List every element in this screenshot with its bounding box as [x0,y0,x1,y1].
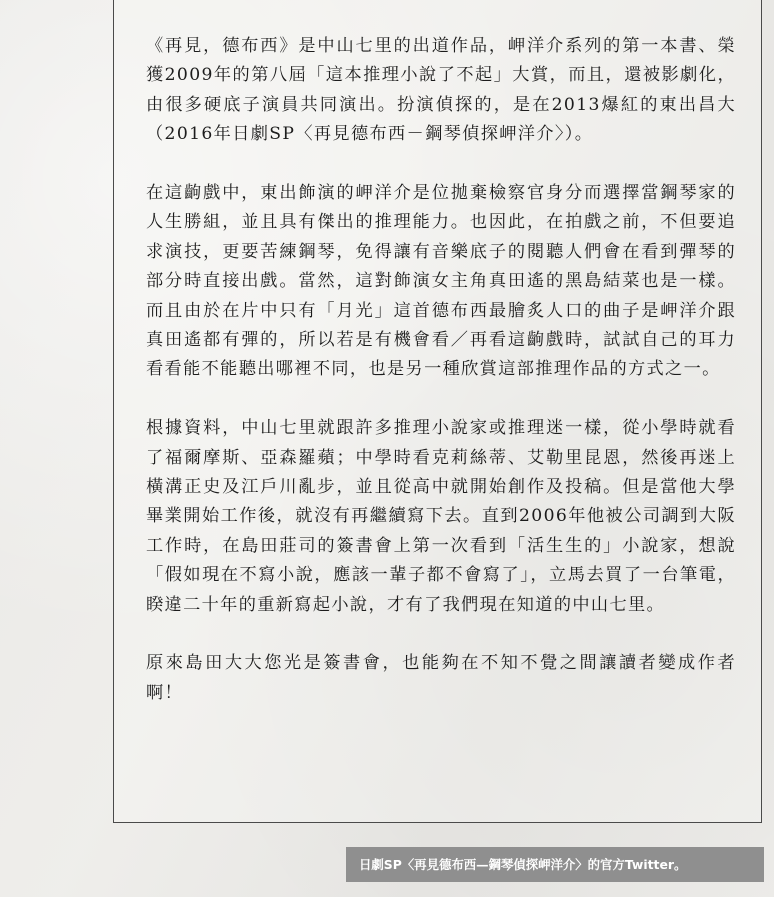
image-caption-text: 日劇SP〈再見德布西—鋼琴偵探岬洋介〉的官方Twitter。 [359,857,687,872]
image-caption [346,847,764,882]
article-body [146,32,736,738]
paragraph-closing: 原來島田大大您光是簽書會，也能夠在不知不覺之間讓讀者變成作者啊！ [146,653,736,703]
paragraph-drama: 在這齣戲中，東出飾演的岬洋介是位拋棄檢察官身分而選擇當鋼琴家的人生勝組，並且具有傑出的推理能力。也因此，在拍戲之前，不但要追求演技，更要苦練鋼琴，免得讓有音樂底子的閱聽人們會在看到彈琴的部分時直接出戲。當然，這對飾演女主角真田遙的黑島結菜也是一樣。而且由於在片中只有「月光」這首德布西最膾炙人口的曲子是岬洋介跟真田遙都有彈的，所以若是有機會看／再看這齣戲時，試試自己的耳力看看能不能聽出哪裡不同，也是另一種欣賞這部推理作品的方式之一。 [146,183,736,380]
paragraph-intro: 《再見，德布西》是中山七里的出道作品，岬洋介系列的第一本書、榮獲2009年的第八屆「這本推理小說了不起」大賞，而且，還被影劇化，由很多硬底子演員共同演出。扮演偵探的，是在2013爆紅的東出昌大（2016年日劇SP〈再見德布西－鋼琴偵探岬洋介〉）。 [146,36,736,145]
paragraph-author-background: 根據資料，中山七里就跟許多推理小說家或推理迷一樣，從小學時就看了福爾摩斯、亞森羅蘋；中學時看克莉絲蒂、艾勒里昆恩，然後再迷上橫溝正史及江戶川亂步，並且從高中就開始創作及投稿。但是當他大學畢業開始工作後，就沒有再繼續寫下去。直到2006年他被公司調到大阪工作時，在島田莊司的簽書會上第一次看到「活生生的」小說家，想說「假如現在不寫小說，應該一輩子都不會寫了」，立馬去買了一台筆電，睽違二十年的重新寫起小說，才有了我們現在知道的中山七里。 [146,418,736,615]
